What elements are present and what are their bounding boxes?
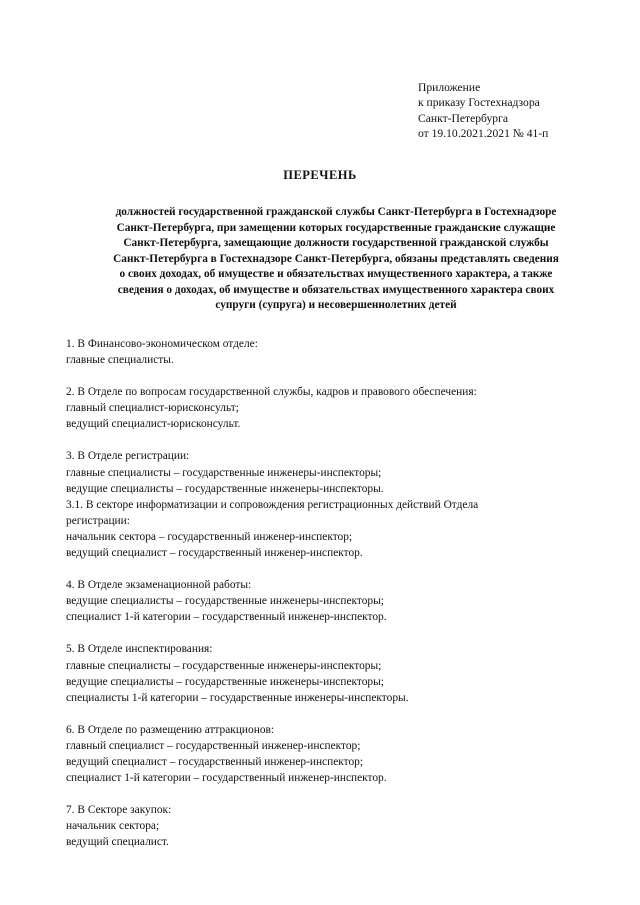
section-line: главные специалисты – государственные инженеры-инспекторы; [66,659,382,672]
section-line: главные специалисты – государственные инженеры-инспекторы; [66,466,382,479]
subtitle-line: сведения о доходах, об имуществе и обязательствах имущественного характера своих [117,283,555,296]
section-line: специалисты 1-й категории – государственные инженеры-инспекторы. [66,691,409,704]
section-exams [66,577,626,625]
section-line: ведущий специалист. [66,836,169,849]
section-procurement [66,802,626,850]
section-line: регистрации: [66,514,130,527]
section-heading: 2. В Отделе по вопросам государственной службы, кадров и правового обеспечения: [66,386,477,399]
section-heading: 5. В Отделе инспектирования: [66,643,213,656]
page-title: ПЕРЕЧЕНЬ [283,168,357,182]
section-heading: 1. В Финансово-экономическом отделе: [66,338,258,350]
section-line: специалист 1-й категории – государственный инженер-инспектор. [66,772,387,785]
section-line: начальник сектора – государственный инженер-инспектор; [66,530,353,543]
subtitle-line: Санкт-Петербурга, замещающие должности государственной гражданской службы [123,237,549,249]
section-line: главный специалист – государственный инженер-инспектор; [66,739,361,752]
subtitle-line: должностей государственной гражданской службы Санкт-Петербурга в Гостехнадзоре [115,206,557,218]
appendix-block [418,80,548,141]
subtitle-line: Санкт-Петербурга в Гостехнадзоре Санкт-Петербурга, обязаны представлять сведения [113,252,559,265]
appendix-line: от 19.10.2021.2021 № 41-п [418,126,549,140]
section-line: ведущие специалисты – государственные инженеры-инспекторы; [66,675,384,688]
section-line: ведущие специалисты – государственные инженеры-инспекторы. [66,482,384,495]
section-registration [66,448,626,561]
document-subtitle [70,205,602,314]
section-line: ведущий специалист – государственный инженер-инспектор; [66,755,364,768]
subtitle-line: супруги (супруга) и несовершеннолетних детей [215,299,457,311]
section-heading: 4. В Отделе экзаменационной работы: [66,579,252,592]
section-inspection [66,641,626,705]
section-line: ведущий специалист-юрисконсульт. [66,418,241,431]
section-line: специалист 1-й категории – государственный инженер-инспектор. [66,611,387,624]
section-line: ведущий специалист – государственный инженер-инспектор. [66,547,363,560]
section-heading: 6. В Отделе по размещению аттракционов: [66,723,275,736]
appendix-line: Санкт-Петербурга [418,111,508,125]
subtitle-line: Санкт-Петербурга, при замещении которых государственные гражданские служащие [116,221,556,234]
section-civil-service [66,384,626,432]
subsection-heading: 3.1. В секторе информатизации и сопровождения регистрационных действий Отдела [66,498,479,511]
positions-list [66,336,626,866]
appendix-line: к приказу Гостехнадзора [418,96,540,110]
section-heading: 3. В Отделе регистрации: [66,450,190,463]
appendix-line: Приложение [418,81,481,94]
section-finance [66,336,626,368]
section-line: главные специалисты. [66,354,174,367]
section-line: главный специалист-юрисконсульт; [66,402,239,415]
section-line: ведущие специалисты – государственные инженеры-инспекторы; [66,595,384,608]
section-line: начальник сектора; [66,820,160,833]
section-heading: 7. В Секторе закупок: [66,804,172,817]
section-attractions [66,722,626,786]
subtitle-line: о своих доходах, об имуществе и обязательствах имущественного характера, а также [119,268,553,280]
